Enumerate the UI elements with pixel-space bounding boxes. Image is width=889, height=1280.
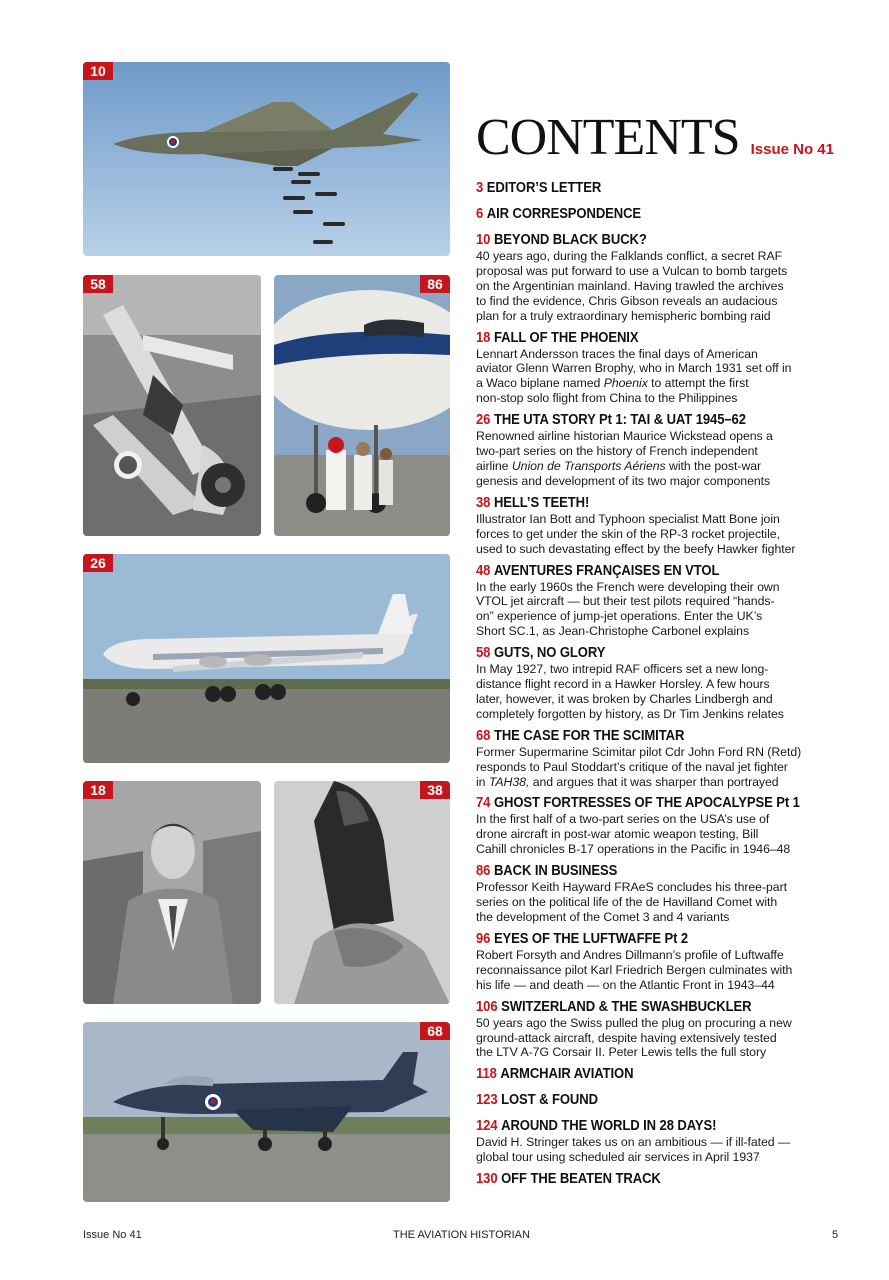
desc-line: Renowned airline historian Maurice Wickstead opens a bbox=[476, 429, 773, 444]
desc-line: the development of the Comet 3 and 4 variants bbox=[476, 910, 730, 924]
toc-description bbox=[476, 249, 841, 324]
toc-page-number: 48 bbox=[476, 562, 491, 579]
desc-line: responds to Paul Stoddart’s critique of the naval jet fighter bbox=[476, 759, 788, 774]
desc-line: used to such devastating effect by the beefy Hawker fighter bbox=[476, 541, 796, 556]
toc-title: BEYOND BLACK BUCK? bbox=[493, 232, 647, 248]
toc-entry[interactable] bbox=[476, 795, 841, 857]
desc-line: later, however, it was broken by Charles Lindbergh and bbox=[476, 691, 773, 706]
desc-line: distance flight record in a Hawker Horsley. A few hours bbox=[476, 677, 770, 692]
toc-page-number: 38 bbox=[476, 494, 491, 511]
toc-entry[interactable] bbox=[476, 1066, 841, 1083]
desc-line: VTOL jet aircraft — but their test pilots required “hands- bbox=[476, 594, 775, 609]
page-badge: 58 bbox=[83, 275, 113, 293]
toc-title: BACK IN BUSINESS bbox=[493, 863, 618, 880]
desc-line: drone aircraft in post-war atomic weapon testing, Bill bbox=[476, 827, 759, 842]
desc-line: a Waco biplane named Phoenix to attempt the first bbox=[476, 376, 749, 391]
desc-line: David H. Stringer takes us on an ambitious — if ill-fated — bbox=[476, 1135, 791, 1150]
toc-title: EYES OF THE LUFTWAFFE Pt 2 bbox=[493, 930, 689, 947]
toc-page-number: 6 bbox=[476, 206, 484, 222]
toc-description bbox=[476, 512, 841, 557]
toc-title: GUTS, NO GLORY bbox=[493, 645, 606, 662]
toc-page-number: 18 bbox=[476, 329, 491, 346]
page-badge: 68 bbox=[420, 1022, 450, 1040]
toc-page-number: 68 bbox=[476, 727, 491, 744]
toc-title: AROUND THE WORLD IN 28 DAYS! bbox=[501, 1118, 717, 1135]
toc-entry[interactable] bbox=[476, 1171, 841, 1188]
footer-page-number: 5 bbox=[832, 1229, 839, 1241]
toc-description bbox=[476, 580, 841, 640]
toc-page-number: 106 bbox=[476, 998, 498, 1015]
toc-description bbox=[476, 1016, 841, 1061]
photo-scimitar-jet bbox=[83, 1022, 450, 1202]
desc-line: proposal was put forward to use a Vulcan to bomb targets bbox=[476, 263, 788, 278]
desc-line: on the Argentinian mainland. Having trawled the archives bbox=[476, 278, 784, 293]
toc-entry[interactable] bbox=[476, 931, 841, 993]
page-badge: 26 bbox=[83, 554, 113, 572]
toc-entry[interactable] bbox=[476, 206, 841, 223]
toc-title: GHOST FORTRESSES OF THE APOCALYPSE Pt 1 bbox=[493, 795, 800, 812]
desc-line: reconnaissance pilot Karl Friedrich Bergen culminates with bbox=[476, 962, 793, 977]
desc-line: Professor Keith Hayward FRAeS concludes his three-part bbox=[476, 880, 788, 895]
toc-title: HELL’S TEETH! bbox=[493, 494, 590, 511]
desc-line: Former Supermarine Scimitar pilot Cdr John Ford RN (Retd) bbox=[476, 744, 802, 759]
scimitar-illustration bbox=[83, 1022, 450, 1202]
desc-line: In May 1927, two intrepid RAF officers set a new long- bbox=[476, 662, 769, 677]
portrait-illustration bbox=[83, 781, 261, 1004]
footer-publication: THE AVIATION HISTORIAN bbox=[393, 1229, 530, 1241]
toc-entry[interactable] bbox=[476, 495, 841, 557]
toc-page-number: 74 bbox=[476, 795, 491, 812]
desc-line: genesis and development of its two major components bbox=[476, 473, 771, 488]
toc-page-number: 26 bbox=[476, 412, 491, 429]
toc-page-number: 86 bbox=[476, 863, 491, 880]
page-badge: 18 bbox=[83, 781, 113, 799]
toc-entry[interactable] bbox=[476, 412, 841, 489]
toc-page-number: 124 bbox=[476, 1118, 498, 1135]
comet-illustration bbox=[274, 275, 450, 536]
desc-line: series on the political life of the de Havilland Comet with bbox=[476, 895, 778, 910]
toc-title: AVENTURES FRANÇAISES EN VTOL bbox=[493, 562, 720, 579]
photo-aviator-portrait bbox=[83, 781, 261, 1004]
toc-page-number: 123 bbox=[476, 1092, 498, 1109]
toc-title: EDITOR’S LETTER bbox=[486, 180, 602, 196]
toc-entry[interactable] bbox=[476, 1118, 841, 1165]
desc-line: ground-attack aircraft, despite having extensively tested bbox=[476, 1030, 777, 1045]
photo-rocket-projectile bbox=[274, 781, 450, 1004]
desc-line: his life — and death — on the Atlantic Front in 1943–44 bbox=[476, 977, 775, 992]
biplane-wreck-illustration bbox=[83, 275, 261, 536]
desc-line: two-part series on the history of French independent bbox=[476, 444, 758, 459]
desc-line: forces to get under the skin of the RP-3 rocket projectile, bbox=[476, 526, 780, 541]
footer-issue: Issue No 41 bbox=[83, 1229, 142, 1241]
toc-title: FALL OF THE PHOENIX bbox=[493, 329, 639, 346]
desc-line: In the early 1960s the French were developing their own bbox=[476, 579, 780, 594]
toc-title: ARMCHAIR AVIATION bbox=[500, 1066, 634, 1083]
desc-line: Robert Forsyth and Andres Dillmann’s profile of Luftwaffe bbox=[476, 947, 784, 962]
page-badge: 38 bbox=[420, 781, 450, 799]
dc4-illustration bbox=[83, 554, 450, 763]
toc-entry[interactable] bbox=[476, 1092, 841, 1109]
toc-description bbox=[476, 745, 841, 790]
photo-comet-airliner bbox=[274, 275, 450, 536]
toc-description bbox=[476, 347, 841, 407]
toc-description bbox=[476, 880, 841, 925]
toc-page-number: 58 bbox=[476, 645, 491, 662]
toc-page-number: 3 bbox=[476, 180, 484, 196]
toc-description bbox=[476, 1135, 841, 1165]
toc-title: THE CASE FOR THE SCIMITAR bbox=[493, 727, 685, 744]
page-badge: 86 bbox=[420, 275, 450, 293]
toc-description bbox=[476, 948, 841, 993]
desc-line: Illustrator Ian Bott and Typhoon specialist Matt Bone join bbox=[476, 511, 780, 526]
desc-line: in TAH38, and argues that it was sharper than portrayed bbox=[476, 774, 779, 789]
desc-line: aviator Glenn Warren Brophy, who in March 1931 set off in bbox=[476, 361, 792, 376]
toc-title: SWITZERLAND & THE SWASHBUCKLER bbox=[501, 998, 752, 1015]
desc-line: In the first half of a two-part series on the USA’s use of bbox=[476, 812, 770, 827]
desc-line: completely forgotten by history, as Dr Tim Jenkins relates bbox=[476, 706, 784, 721]
issue-number: Issue No 41 bbox=[750, 141, 834, 158]
toc-page-number: 118 bbox=[476, 1066, 497, 1083]
toc-title: LOST & FOUND bbox=[501, 1092, 598, 1109]
desc-line: the LTV A-7G Corsair II. Peter Lewis tells the full story bbox=[476, 1045, 767, 1060]
page-badge: 10 bbox=[83, 62, 113, 80]
toc-entry[interactable] bbox=[476, 180, 841, 197]
desc-line: 40 years ago, during the Falklands conflict, a secret RAF bbox=[476, 249, 783, 263]
table-of-contents bbox=[476, 180, 841, 1194]
toc-title: THE UTA STORY Pt 1: TAI & UAT 1945–62 bbox=[493, 412, 746, 429]
toc-entry[interactable] bbox=[476, 330, 841, 407]
page-title: CONTENTS bbox=[476, 109, 740, 166]
contents-header bbox=[476, 110, 846, 165]
toc-page-number: 10 bbox=[476, 232, 491, 248]
photo-vulcan-bomber bbox=[83, 62, 450, 256]
toc-description bbox=[476, 429, 841, 489]
toc-entry[interactable] bbox=[476, 863, 841, 925]
desc-line: airline Union de Transports Aériens with the post-war bbox=[476, 458, 762, 473]
toc-description bbox=[476, 812, 841, 857]
toc-description bbox=[476, 662, 841, 722]
toc-entry[interactable] bbox=[476, 232, 841, 324]
desc-line: Short SC.1, as Jean-Christophe Carbonel explains bbox=[476, 624, 750, 639]
toc-entry[interactable] bbox=[476, 563, 841, 640]
desc-line: 50 years ago the Swiss pulled the plug on procuring a new bbox=[476, 1015, 792, 1030]
desc-line: plan for a truly extraordinary hemispheric bombing raid bbox=[476, 308, 771, 323]
toc-entry[interactable] bbox=[476, 645, 841, 722]
toc-title: OFF THE BEATEN TRACK bbox=[501, 1171, 661, 1188]
toc-page-number: 96 bbox=[476, 930, 491, 947]
photo-wrecked-biplane bbox=[83, 275, 261, 536]
rocket-illustration bbox=[274, 781, 450, 1004]
photo-dc4-airliner bbox=[83, 554, 450, 763]
desc-line: Lennart Andersson traces the final days of American bbox=[476, 346, 758, 361]
toc-entry[interactable] bbox=[476, 999, 841, 1061]
toc-title: AIR CORRESPONDENCE bbox=[486, 206, 642, 222]
desc-line: to find the evidence, Chris Gibson reveals an audacious bbox=[476, 293, 778, 308]
toc-entry[interactable] bbox=[476, 728, 841, 790]
desc-line: on” experience of jump-jet operations. Enter the UK’s bbox=[476, 609, 763, 624]
toc-page-number: 130 bbox=[476, 1171, 498, 1188]
desc-line: Cahill chronicles B-17 operations in the Pacific in 1946–48 bbox=[476, 842, 791, 857]
desc-line: non-stop solo flight from China to the Philippines bbox=[476, 391, 738, 406]
desc-line: global tour using scheduled air services in April 1937 bbox=[476, 1150, 760, 1165]
vulcan-illustration bbox=[83, 62, 450, 256]
